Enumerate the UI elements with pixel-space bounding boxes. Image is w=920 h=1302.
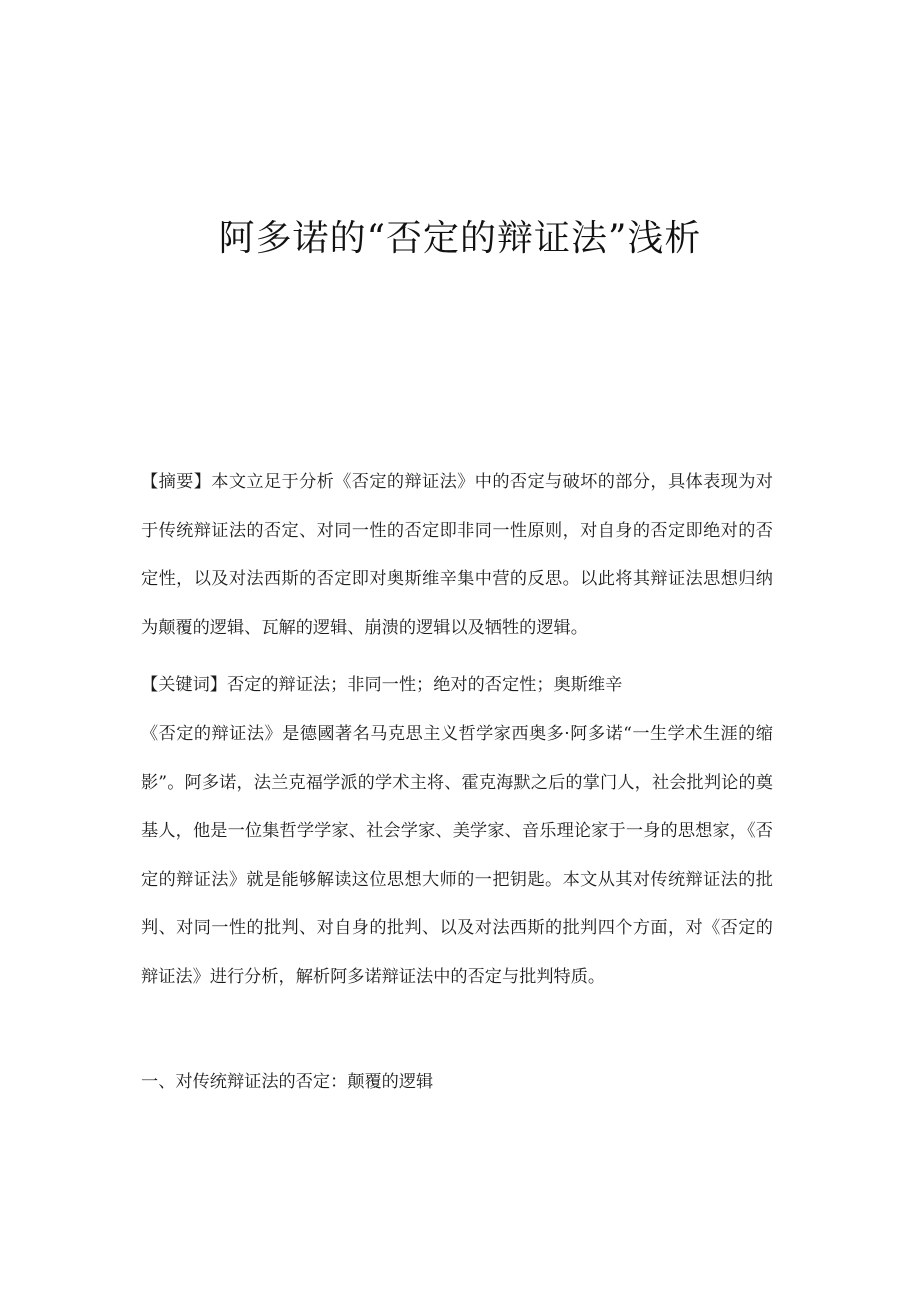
intro-paragraph: 《否定的辩证法》是德國著名马克思主义哲学家西奥多·阿多诺“一生学术生涯的缩影”。阿多诺，法兰克福学派的学术主将、霍克海默之后的掌门人，社会批判论的奠基人，他是一位集哲学学家、社会学家、美学家、音乐理论家于一身的思想家，《否定的辩证法》就是能够解读这位思想大师的一把钥匙。本文从其对传统辩证法的批判、对同一性的批判、对自身的批判、以及对法西斯的批判四个方面，对《否定的辩证法》进行分析，解析阿多诺辩证法中的否定与批判特质。	[141, 724, 773, 987]
document-title: 阿多诺的“否定的辩证法”浅析	[218, 218, 702, 259]
section-heading: 一、对传统辩证法的否定：颠覆的逻辑	[141, 1072, 434, 1092]
keywords-paragraph: 【关键词】否定的辩证法；非同一性；绝对的否定性；奥斯维辛	[141, 675, 623, 695]
abstract-paragraph: 【摘要】本文立足于分析《否定的辩证法》中的否定与破坏的部分，具体表现为对于传统辩证法的否定、对同一性的否定即非同一性原则，对自身的否定即绝对的否定性，以及对法西斯的否定即对奥斯维辛集中营的反思。以此将其辩证法思想归纳为颠覆的逻辑、瓦解的逻辑、崩溃的逻辑以及牺牲的逻辑。	[141, 472, 773, 638]
